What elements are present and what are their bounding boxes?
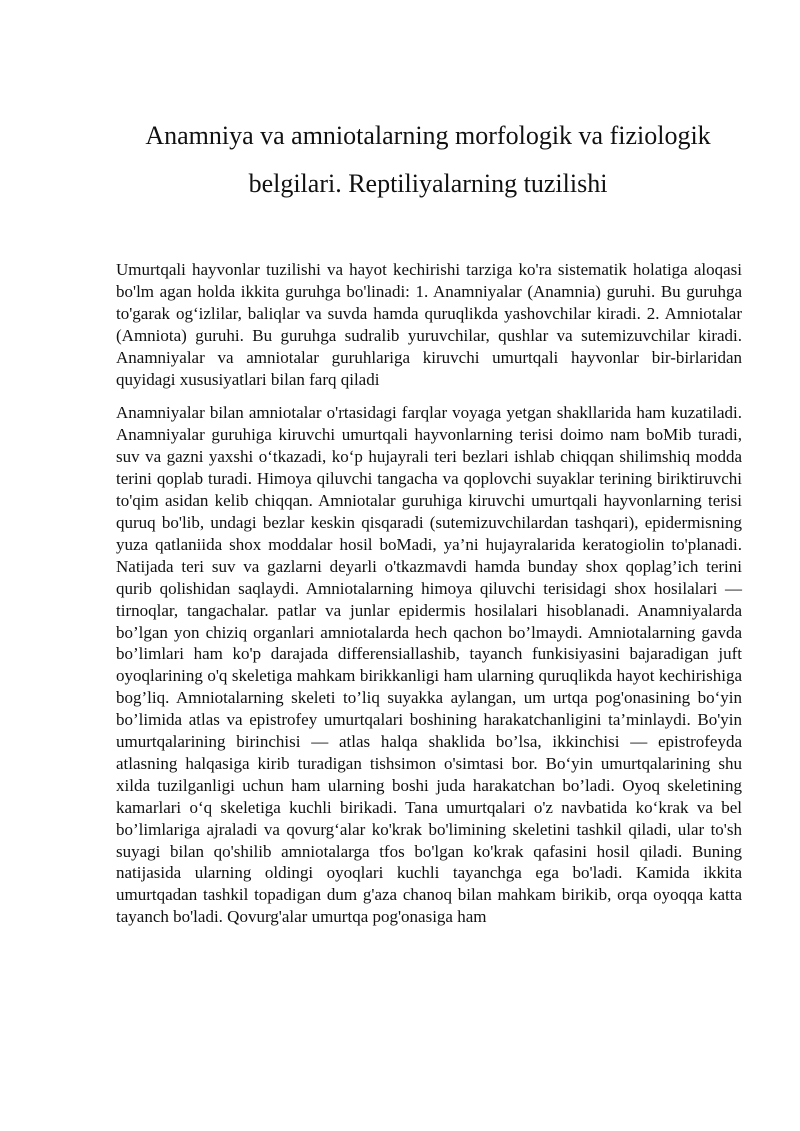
paragraph-2: Anamniyalar bilan amniotalar o'rtasidagi farqlar voyaga yetgan shakllarida ham kuzatiladi. Anamniyalar guruhiga kiruvchi umurtqali hayvonlarning terisi doimo nam boMib turadi, suv va gazni yaxshi o‘tkazadi, ko‘p hujayrali teri bezlari ishlab chiqqan shilimshiq modda terini qoplab turadi. Himoya qiluvchi tangacha va qoplovchi suyaklar terining biriktiruvchi to'qim asidan kelib chiqqan. Amniotalar guruhiga kiruvchi umurtqali hayvonlarning terisi quruq bo'lib, undagi bezlar keskin qisqaradi (sutemizuvchilardan tashqari), epidermisning yuza qatlaniida shox moddalar hosil boMadi, ya’ni hujayralarida keratogiolin to'planadi. Natijada teri suv va gazlarni deyarli o'tkazmavdi hamda bunday shox qoplag’ich terini qurib qolishidan saqlaydi. Amniotalarning himoya qiluvchi terisidagi shox hosilalari — tirnoqlar, tangachalar. patlar va junlar epidermis hosilalari hisoblanadi. Anamniyalarda bo’lgan yon chiziq organlari amniotalarda hech qachon bo’lmaydi. Amniotalarning gavda bo’limlari ham ko'p darajada differensiallashib, tayanch funkisiyasini bajaradigan juft oyoqlarining o'q skeletiga mahkam birikkanligi ham ularning quruqlikda hayot kechirishiga bog’liq. Amniotalarning skeleti to’liq suyakka aylangan, um urtqa pog'onasining bo‘yin bo’limida atlas va epistrofey umurtqalari boshining harakatchanligini ta’minlaydi. Bo'yin umurtqalarining birinchisi — atlas halqa shaklida bo’lsa, ikkinchisi — epistrofeyda atlasning halqasiga kirib turadigan tishsimon o'simtasi bor. Bo‘yin umurtqalarining shu xilda tuzilganligi uchun ham ularning boshi juda harakatchan bo’ladi. Oyoq skeletining kamarlari o‘q skeletiga kuchli birikadi. Tana umurtqalari o'z navbatida ko‘krak va bel bo’limlariga ajraladi va qovurg‘alar ko'krak bo'limining skeletini tashkil qiladi, ular to'sh suyagi bilan qo'shilib amniotalarga tfos bo'lgan ko'krak qafasini hosil qiladi. Buning natijasida ularning oldingi oyoqlari kuchli tayanchga ega bo'ladi. Kamida ikkita umurtqadan tashkil topadigan dum g'aza chanoq bilan mahkam birikib, orqa oyoqqa katta tayanch bo'ladi. Qovurg'alar umurtqa pog'onasiga ham bbox=[116, 403, 742, 927]
paragraph-1: Umurtqali hayvonlar tuzilishi va hayot kechirishi tarziga ko'ra sistematik holatiga aloqasi bo'lm agan holda ikkita guruhga bo'linadi: 1. Anamniyalar (Anamnia) guruhi. Bu guruhga to'garak og‘izlilar, baliqlar va suvda hamda quruqlikda yashovchilar kiradi. 2. Amniotalar (Amniota) guruhi. Bu guruhga sudralib yuruvchilar, qushlar va sutemizuvchilar kiradi. Anamniyalar va amniotalar guruhlariga kiruvchi umurtqali hayvonlar bir-birlaridan quyidagi xususiyatlari bilan farq qiladi bbox=[116, 260, 742, 389]
document-title: Anamniya va amniotalarning morfologik va fiziologik belgilari. Reptiliyalarning tuzilishi bbox=[145, 121, 711, 198]
document-body bbox=[116, 259, 742, 928]
